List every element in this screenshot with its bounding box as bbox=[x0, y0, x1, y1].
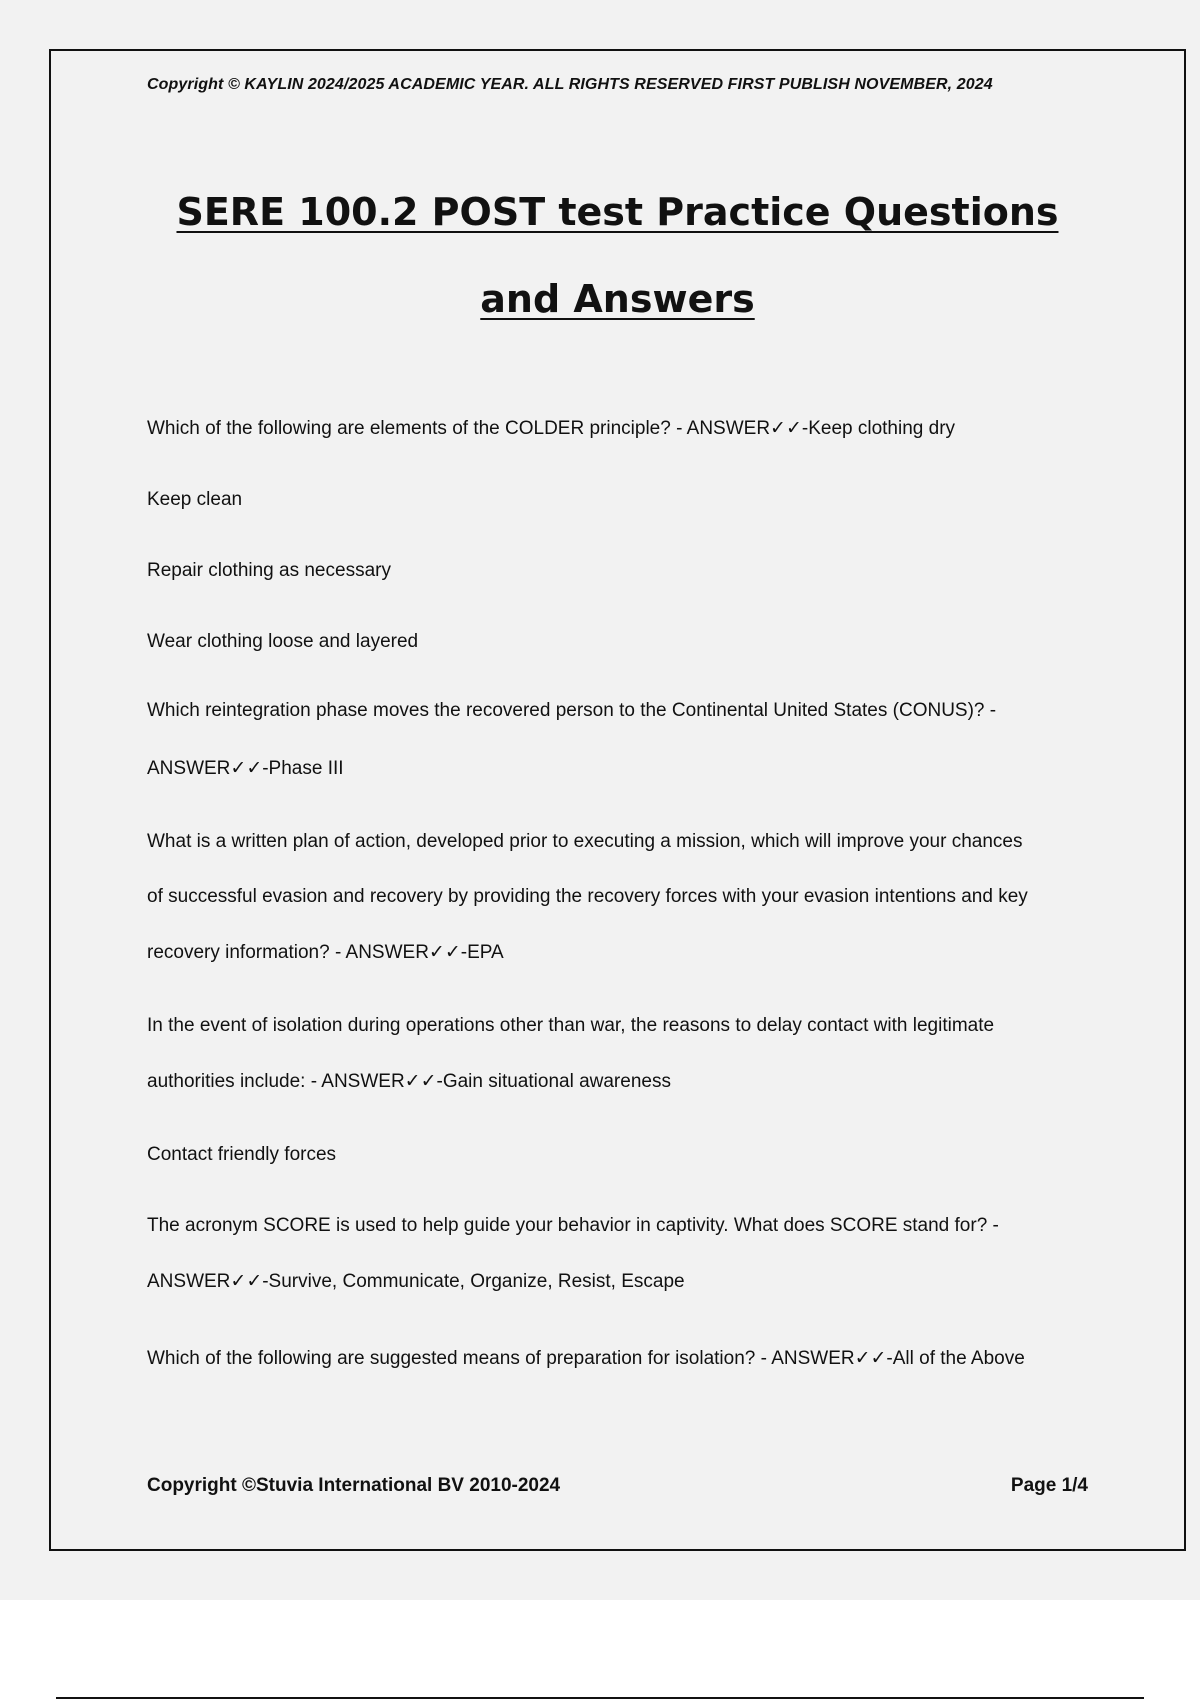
question-5-line-2: ANSWER✓✓-Survive, Communicate, Organize, Resist, Escape bbox=[147, 1271, 685, 1292]
title-line-2: and Answers bbox=[480, 277, 755, 321]
question-2-line-2: ANSWER✓✓-Phase III bbox=[147, 758, 344, 779]
question-4-line-2: authorities include: - ANSWER✓✓-Gain situational awareness bbox=[147, 1071, 671, 1092]
page-number: Page 1/4 bbox=[1010, 1475, 1088, 1496]
question-6: Which of the following are suggested means of preparation for isolation? - ANSWER✓✓-All of the Above bbox=[147, 1348, 1025, 1369]
page-border bbox=[49, 49, 1186, 1551]
answer-line: Repair clothing as necessary bbox=[147, 560, 391, 581]
question-3-line-2: of successful evasion and recovery by providing the recovery forces with your evasion intentions and key bbox=[147, 886, 1028, 907]
title-line-1: SERE 100.2 POST test Practice Questions bbox=[176, 190, 1059, 234]
footer-copyright: Copyright ©Stuvia International BV 2010-2024 bbox=[147, 1475, 561, 1496]
question-3-line-1: What is a written plan of action, developed prior to executing a mission, which will improve your chances bbox=[147, 831, 1023, 852]
document-title bbox=[91, 169, 1144, 343]
question-5-line-1: The acronym SCORE is used to help guide your behavior in captivity. What does SCORE stand for? - bbox=[147, 1215, 999, 1236]
question-2-line-1: Which reintegration phase moves the recovered person to the Continental United States (CONUS)? - bbox=[147, 700, 997, 721]
question-4-line-1: In the event of isolation during operations other than war, the reasons to delay contact with legitimate bbox=[147, 1015, 995, 1036]
header-copyright: Copyright © KAYLIN 2024/2025 ACADEMIC YEAR. ALL RIGHTS RESERVED FIRST PUBLISH NOVEMBER, 2024 bbox=[147, 76, 993, 93]
answer-line: Keep clean bbox=[147, 489, 243, 510]
next-page-divider bbox=[56, 1697, 1144, 1699]
question-3-line-3: recovery information? - ANSWER✓✓-EPA bbox=[147, 942, 504, 963]
question-1: Which of the following are elements of the COLDER principle? - ANSWER✓✓-Keep clothing dry bbox=[147, 418, 956, 439]
answer-line: Wear clothing loose and layered bbox=[147, 631, 419, 652]
answer-line: Contact friendly forces bbox=[147, 1144, 337, 1165]
